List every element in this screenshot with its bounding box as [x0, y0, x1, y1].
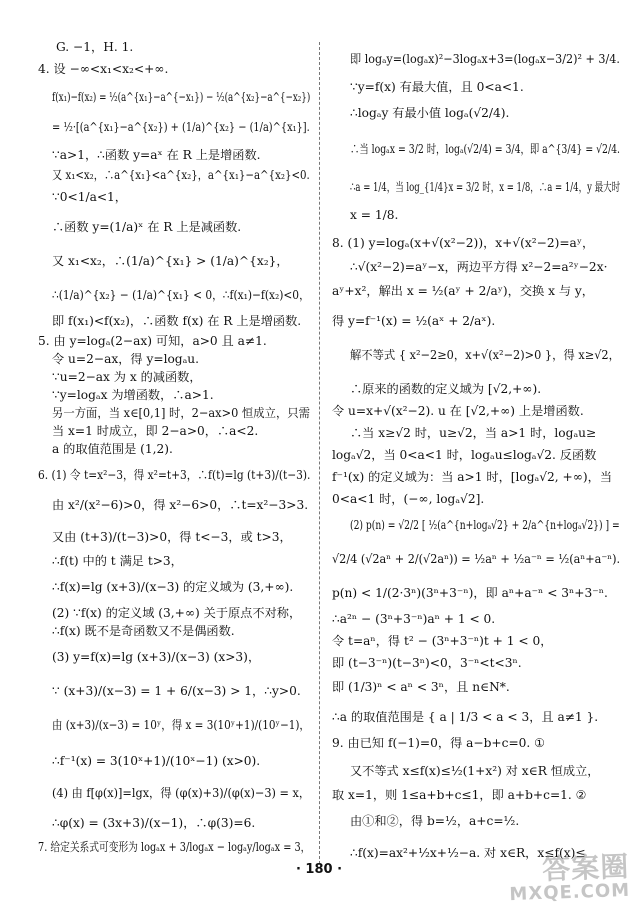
text-line: ∵u=2−ax 为 x 的减函数，: [52, 370, 202, 384]
text-line: ∴当 logₐx = 3/2 时，logₐ(√2/4) = 3/4，即 a^{3/4} = √2/4.: [350, 142, 621, 156]
text-line: ∴f⁻¹(x) = 3(10ˣ+1)/(10ˣ−1) (x>0).: [52, 754, 261, 768]
text-line: 令 t=aⁿ，得 t² − (3ⁿ+3⁻ⁿ)t + 1 < 0，: [332, 634, 553, 648]
text-line: 又 x₁<x₂，∴a^{x₁}<a^{x₂}，a^{x₁}−a^{x₂}<0.: [52, 168, 310, 182]
text-line: ∴a 的取值范围是 { a | 1/3 < a < 3，且 a≠1 }.: [332, 710, 599, 724]
text-line: 当 x=1 时成立，即 2−a>0，∴a<2.: [52, 424, 259, 438]
text-line: f⁻¹(x) 的定义域为：当 a>1 时，[logₐ√2, +∞)，当: [332, 470, 613, 484]
text-line: ∴f(t) 中的 t 满足 t>3，: [52, 554, 183, 568]
text-line: 取 x=1，则 1≤a+b+c≤1，即 a+b+c=1. ②: [332, 788, 587, 802]
text-line: 又由 (t+3)/(t−3)>0，得 t<−3，或 t>3，: [52, 530, 292, 544]
text-line: 即 (t−3⁻ⁿ)(t−3ⁿ)<0，3⁻ⁿ<t<3ⁿ.: [332, 656, 522, 670]
text-line: f(x₁)−f(x₂) = ½(a^{x₁}−a^{−x₁}) − ½(a^{x₂}−a^{−x₂}): [52, 90, 311, 104]
watermark: [509, 849, 631, 906]
text-line: G. −1，H. 1.: [56, 40, 134, 54]
text-line: ∵y=f(x) 有最大值，且 0<a<1.: [350, 80, 524, 94]
text-line: 0<a<1 时，(−∞, logₐ√2].: [332, 492, 485, 506]
text-line: 9. 由已知 f(−1)=0，得 a−b+c=0. ①: [332, 736, 546, 750]
text-line: a 的取值范围是 (1,2).: [52, 442, 173, 456]
text-line: = ½·[(a^{x₁}−a^{x₂}) + (1/a)^{x₂} − (1/a)^{x₁}].: [52, 120, 310, 134]
text-line: ∵a>1，∴函数 y=aˣ 在 R 上是增函数.: [52, 148, 261, 162]
text-line: 由①和②，得 b=½，a+c=½.: [350, 814, 520, 828]
text-line: ∴(1/a)^{x₂} − (1/a)^{x₁} < 0，∴f(x₁)−f(x₂)<0，: [52, 288, 310, 302]
text-line: (2) ∵f(x) 的定义域 (3,+∞) 关于原点不对称，: [52, 606, 302, 620]
watermark-line1: 答案圈: [542, 849, 631, 886]
text-line: ∴f(x)=lg (x+3)/(x−3) 的定义域为 (3,+∞).: [52, 580, 294, 594]
text-line: 即 (1/3)ⁿ < aⁿ < 3ⁿ，且 n∈N*.: [332, 680, 510, 694]
text-line: (2) p(n) = √2/2 [ ½(a^{n+logₐ√2} + 2/a^{n+logₐ√2}) ] =: [350, 518, 620, 532]
text-line: 解不等式 { x²−2≥0，x+√(x²−2)>0 }，得 x≥√2，: [350, 348, 620, 362]
text-line: 由 (x+3)/(x−3) = 10ʸ，得 x = 3(10ʸ+1)/(10ʸ−1)，: [52, 718, 310, 732]
page-number: · 180 ·: [295, 862, 343, 877]
text-line: 得 y=f⁻¹(x) = ½(aˣ + 2/aˣ).: [332, 314, 496, 328]
text-line: (3) y=f(x)=lg (x+3)/(x−3) (x>3)，: [52, 650, 261, 664]
text-line: ∴f(x)=ax²+½x+½−a. 对 x∈R，x≤f(x)≤: [350, 846, 586, 860]
text-line: 7. 给定关系式可变形为 logₐx + 3/logₐx − logₐy/logₐx = 3，: [38, 840, 311, 854]
text-line: ∴√(x²−2)=aʸ−x，两边平方得 x²−2=a²ʸ−2x·: [350, 260, 608, 274]
text-line: 即 logₐy=(logₐx)²−3logₐx+3=(logₐx−3/2)² + 3/4.: [350, 52, 620, 66]
text-line: 另一方面，当 x∈[0,1] 时，2−ax>0 恒成立，只需: [52, 406, 310, 420]
text-line: ∵ (x+3)/(x−3) = 1 + 6/(x−3) > 1，∴y>0.: [52, 684, 301, 698]
text-line: (4) 由 f[φ(x)]=lgx，得 (φ(x)+3)/(φ(x)−3) = x，: [52, 786, 311, 800]
text-line: ∴f(x) 既不是奇函数又不是偶函数.: [52, 624, 235, 638]
text-line: ∴a = 1/4，当 log_{1/4}x = 3/2 时，x = 1/8，∴a = 1/4，y 最大时: [350, 180, 621, 194]
text-line: logₐ√2，当 0<a<1 时，logₐu≤logₐ√2. 反函数: [332, 448, 597, 462]
text-line: ∴φ(x) = (3x+3)/(x−1)，∴φ(3)=6.: [52, 816, 256, 830]
text-line: 8. (1) y=logₐ(x+√(x²−2))，x+√(x²−2)=aʸ，: [332, 236, 595, 250]
text-line: ∵y=logₐx 为增函数，∴a>1.: [52, 388, 214, 402]
text-line: 又 x₁<x₂，∴(1/a)^{x₁} > (1/a)^{x₂}，: [52, 254, 289, 268]
column-divider: [319, 42, 320, 864]
text-line: aʸ+x²，解出 x = ½(aʸ + 2/aʸ)，交换 x 与 y，: [332, 284, 594, 298]
text-line: 4. 设 −∞<x₁<x₂<+∞.: [38, 62, 169, 76]
text-line: 6. (1) 令 t=x²−3，得 x²=t+3，∴f(t)=lg (t+3)/(t−3).: [38, 468, 311, 482]
text-line: x = 1/8.: [350, 208, 399, 222]
text-line: 令 u=x+√(x²−2). u 在 [√2,+∞) 上是增函数.: [332, 404, 584, 418]
text-line: p(n) < 1/(2·3ⁿ)(3ⁿ+3⁻ⁿ)，即 aⁿ+a⁻ⁿ < 3ⁿ+3⁻ⁿ.: [332, 586, 608, 600]
text-line: ∴当 x≥√2 时，u≥√2，当 a>1 时，logₐu≥: [350, 426, 597, 440]
watermark-line2: MXQE.COM: [509, 879, 631, 906]
text-line: 由 x²/(x²−6)>0，得 x²−6>0，∴t=x²−3>3.: [52, 498, 309, 512]
text-line: ∴原来的函数的定义域为 [√2,+∞).: [350, 382, 542, 396]
text-line: ∴函数 y=(1/a)ˣ 在 R 上是减函数.: [52, 220, 242, 234]
text-line: √2/4 (√2aⁿ + 2/(√2aⁿ)) = ½aⁿ + ½a⁻ⁿ = ½(aⁿ+a⁻ⁿ).: [332, 552, 621, 566]
text-line: 即 f(x₁)<f(x₂)，∴函数 f(x) 在 R 上是增函数.: [52, 314, 302, 328]
text-line: ∵0<1/a<1，: [52, 190, 127, 204]
text-line: 5. 由 y=logₐ(2−ax) 可知，a>0 且 a≠1.: [38, 334, 267, 348]
text-line: 令 u=2−ax，得 y=logₐu.: [52, 352, 200, 366]
text-line: ∴a²ⁿ − (3ⁿ+3⁻ⁿ)aⁿ + 1 < 0.: [332, 612, 496, 626]
text-line: ∴logₐy 有最小值 logₐ(√2/4).: [350, 106, 510, 120]
text-line: 又不等式 x≤f(x)≤½(1+x²) 对 x∈R 恒成立，: [350, 764, 600, 778]
